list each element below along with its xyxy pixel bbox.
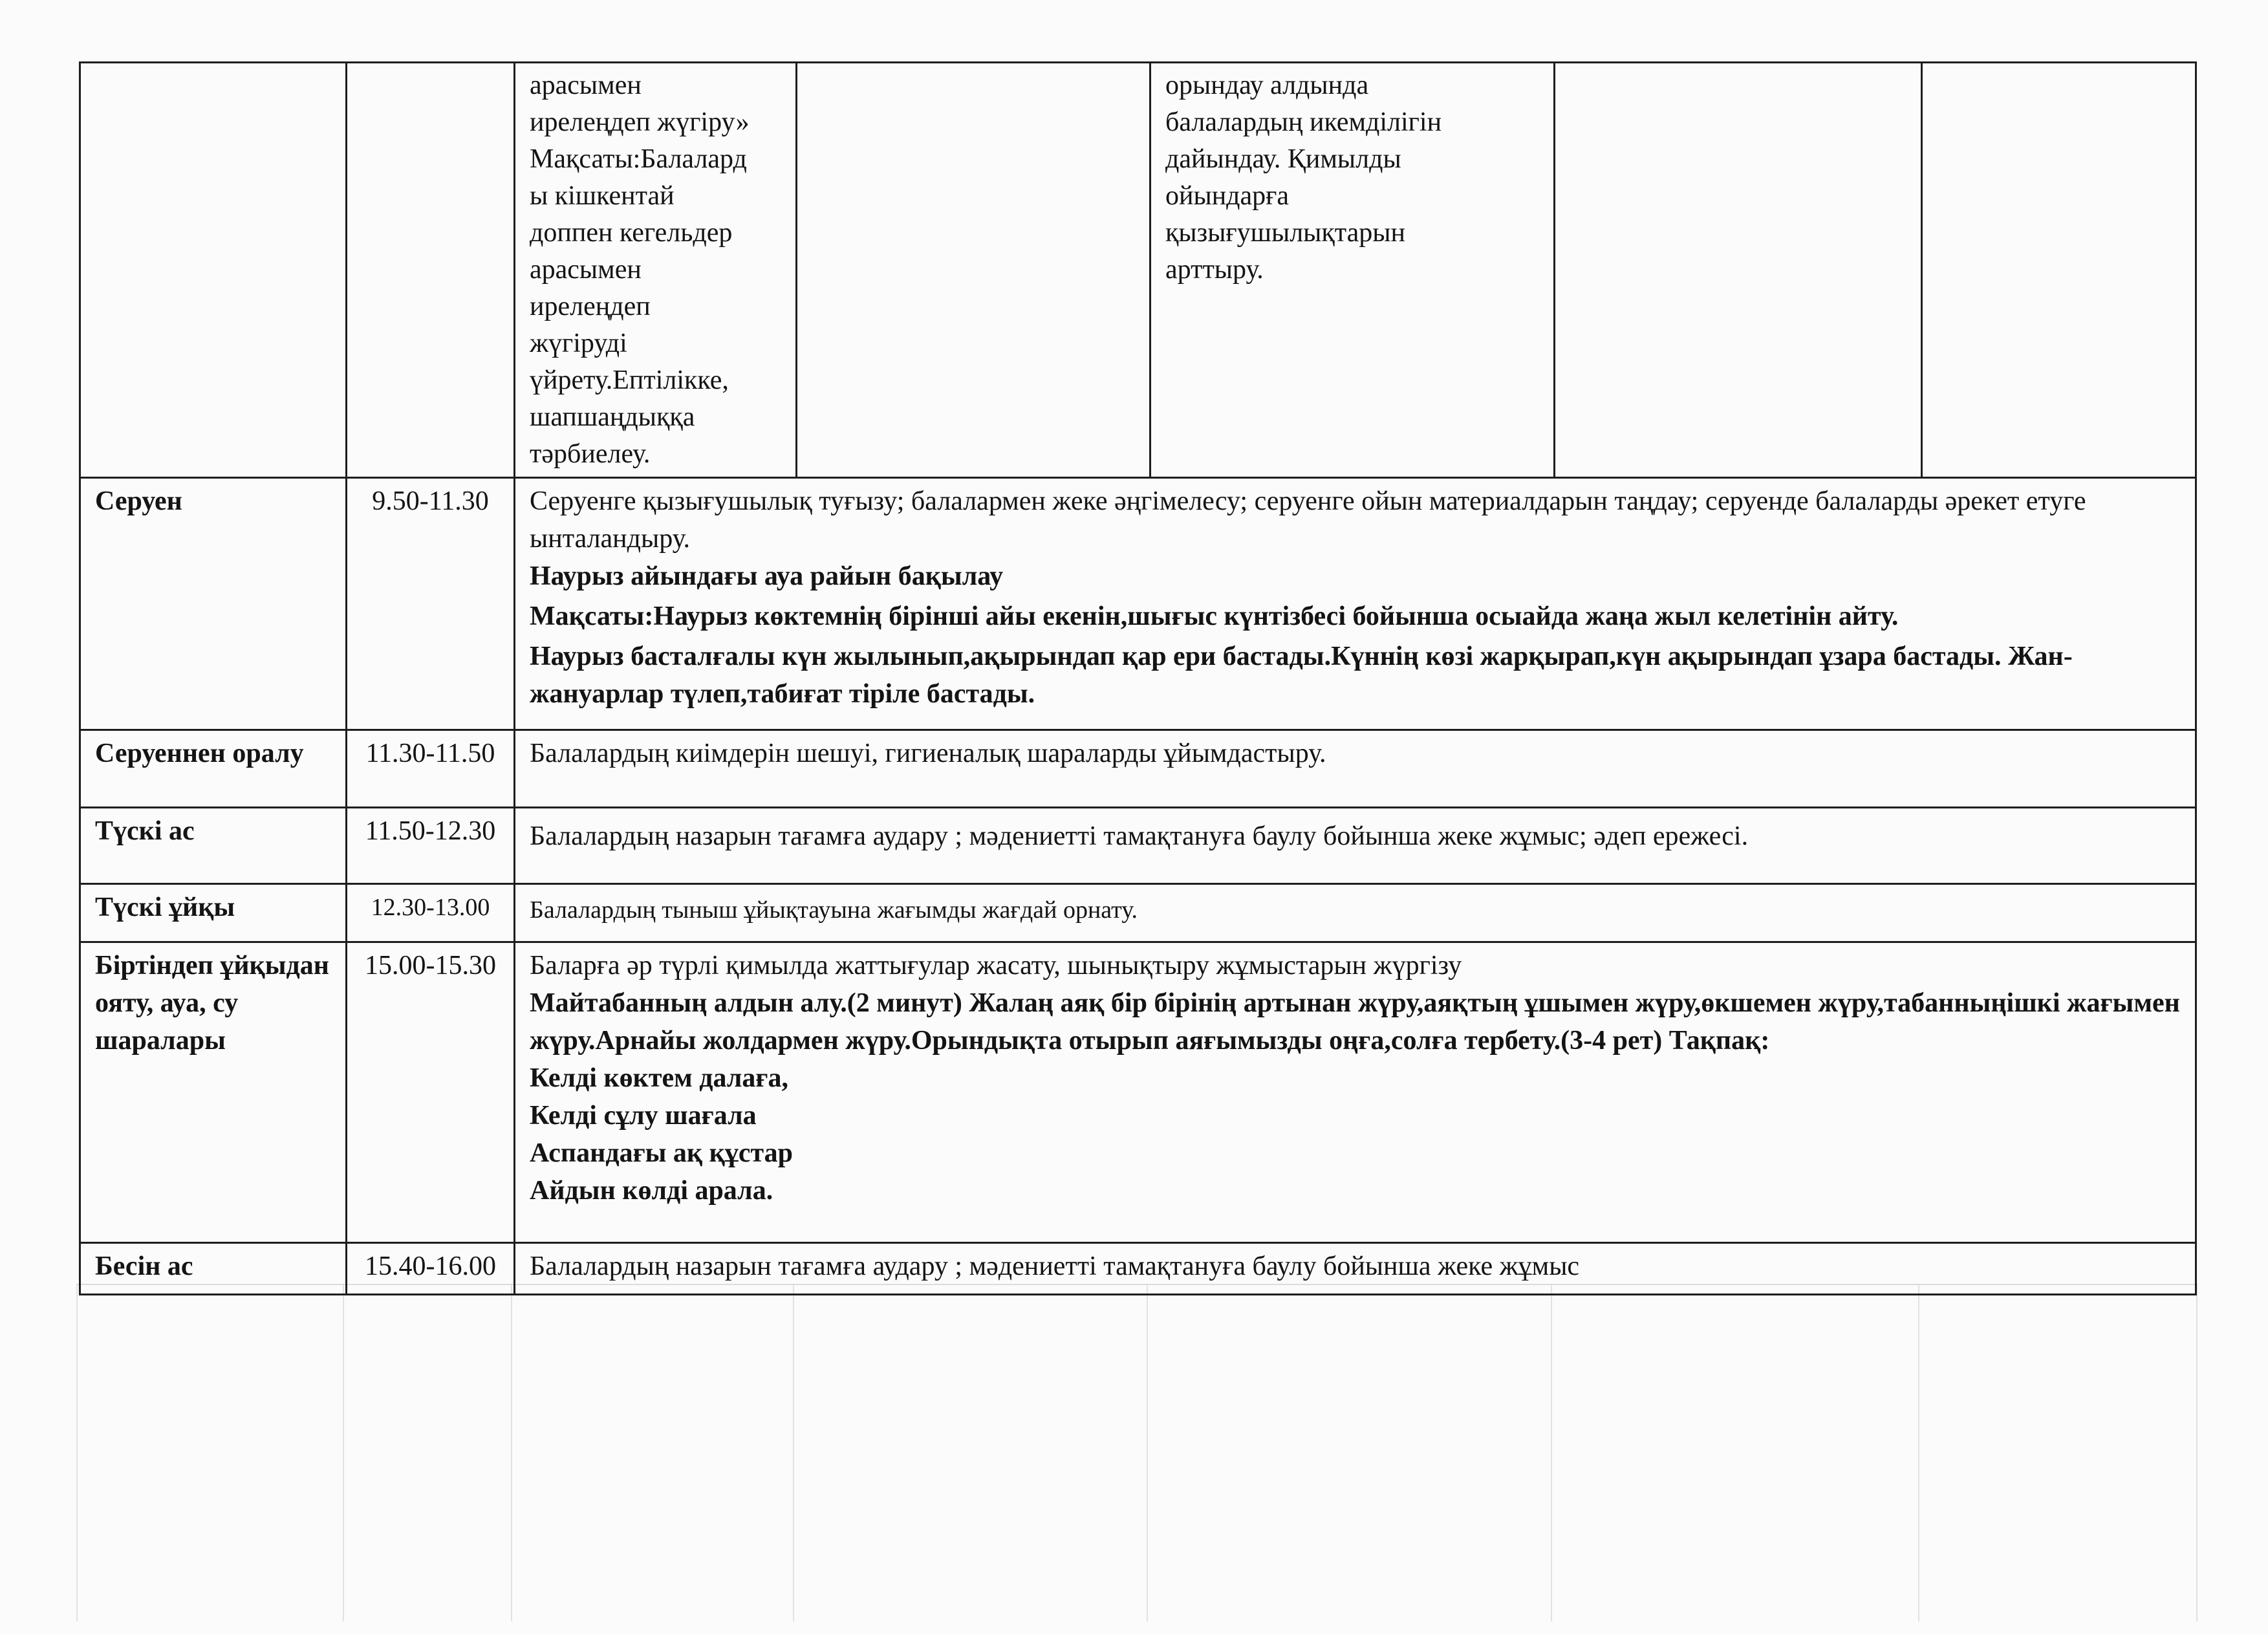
- activity-name: Түскі ұйқы: [80, 884, 347, 942]
- empty-cell: [1555, 63, 1922, 478]
- bold-line: Майтабанның алдын алу.(2 минут) Жалаң аяқ бір бірінің артынан жүру,аяқтың ұшымен жүру,өкшемен жүру,табанныңішкі жағымен жүру.Арнайы жолдармен жүру.Орындықта отырып аяғымызды оңға,солға тербету.(3-4 рет) Тақпақ:: [530, 988, 2180, 1056]
- activity-name: Серуеннен оралу: [80, 730, 347, 808]
- content-text: Баларға әр түрлі қимылда жаттығулар жасату, шынықтыру жұмыстарын жүргізу: [530, 951, 1462, 980]
- activity-content: [515, 884, 2196, 942]
- text-line: ы кішкентай: [530, 181, 675, 211]
- text-line: Мақсаты:Балалард: [530, 144, 747, 174]
- text-line: дайындау. Қимылды: [1165, 144, 1401, 174]
- text-line: арасымен: [530, 70, 642, 100]
- activity-time: 9.50-11.30: [347, 478, 515, 730]
- bold-line: Наурыз басталғалы күн жылынып,ақырындап қар ери бастады.Күннің көзі жарқырап,күн ақырындап ұзара бастады. Жан-жануарлар түлеп,табиғат тіріле бастады.: [530, 642, 2073, 709]
- text-line: ирелеңдеп жүгіру»: [530, 107, 750, 137]
- empty-cell: [797, 63, 1150, 478]
- text-line: ирелеңдеп: [530, 292, 651, 321]
- poem-line: Аспандағы ақ құстар: [530, 1138, 793, 1168]
- top-continued-row: [80, 63, 2196, 478]
- activity-content: Балалардың киімдерін шешуі, гигиеналық шараларды ұйымдастыру.: [515, 730, 2196, 808]
- table-row: [80, 884, 2196, 942]
- activity-time: 11.50-12.30: [347, 808, 515, 884]
- activity-content: [515, 942, 2196, 1243]
- activity-name: Түскі ас: [80, 808, 347, 884]
- table-row: [80, 808, 2196, 884]
- text-line: ойындарға: [1165, 181, 1290, 211]
- poem-line: Айдын көлді арала.: [530, 1176, 773, 1206]
- activity-time: 12.30-13.00: [347, 884, 515, 942]
- content-text: Балалардың тыныш ұйықтауына жағымды жағдай орнату.: [530, 896, 1138, 924]
- activity-name: Бесін ас: [80, 1243, 347, 1295]
- empty-cell: [80, 63, 347, 478]
- activity-time: 15.00-15.30: [347, 942, 515, 1243]
- text-line: жүгіруді: [530, 329, 627, 358]
- table-row: [80, 478, 2196, 730]
- poem-line: Келді көктем далаға,: [530, 1063, 789, 1093]
- text-line: орындау алдында: [1165, 70, 1369, 100]
- daily-plan-table: [79, 61, 2197, 1295]
- activity-content: Балалардың назарын тағамға аудару ; мәдениетті тамақтануға баулу бойынша жеке жұмыс: [515, 1243, 2196, 1295]
- table-row: [80, 730, 2196, 808]
- table-row: [80, 1243, 2196, 1295]
- bold-line: Мақсаты:Наурыз көктемнің бірінші айы екенін,шығыс күнтізбесі бойынша осыайда жаңа жыл келетінін айту.: [530, 601, 1899, 631]
- poem-line: Келді сұлу шағала: [530, 1101, 757, 1131]
- content-text: Серуенге қызығушылық туғызу; балалармен жеке әңгімелесу; серуенге ойын материалдарын таңдау; серуенде балаларды әрекет етуге ынталандыру.: [530, 486, 2086, 554]
- bleed-through-table: [76, 1284, 2198, 1621]
- text-line: шапшаңдыққа: [530, 402, 695, 432]
- text-line: үйрету.Ептілікке,: [530, 365, 729, 395]
- content-text: Балалардың назарын тағамға аудару ; мәдениетті тамақтануға баулу бойынша жеке жұмыс; әдеп ережесі.: [530, 821, 1749, 851]
- activity-time: 15.40-16.00: [347, 1243, 515, 1295]
- exercise-description-cell: [1150, 63, 1555, 478]
- empty-cell: [1922, 63, 2196, 478]
- text-line: тәрбиелеу.: [530, 439, 651, 469]
- table-row: [80, 942, 2196, 1243]
- empty-cell: [347, 63, 515, 478]
- text-line: доппен кегельдер: [530, 218, 733, 248]
- bold-line: Наурыз айындағы ауа райын бақылау: [530, 561, 1004, 591]
- activity-content: [515, 808, 2196, 884]
- text-line: қызығушылықтарын: [1165, 218, 1406, 248]
- activity-content: [515, 478, 2196, 730]
- activity-name: Серуен: [80, 478, 347, 730]
- activity-time: 11.30-11.50: [347, 730, 515, 808]
- game-description-cell: [515, 63, 797, 478]
- text-line: арасымен: [530, 255, 642, 285]
- activity-name: Біртіндеп ұйқыдан ояту, ауа, су шаралары: [80, 942, 347, 1243]
- text-line: балалардың икемділігін: [1165, 107, 1442, 137]
- text-line: арттыру.: [1165, 255, 1264, 285]
